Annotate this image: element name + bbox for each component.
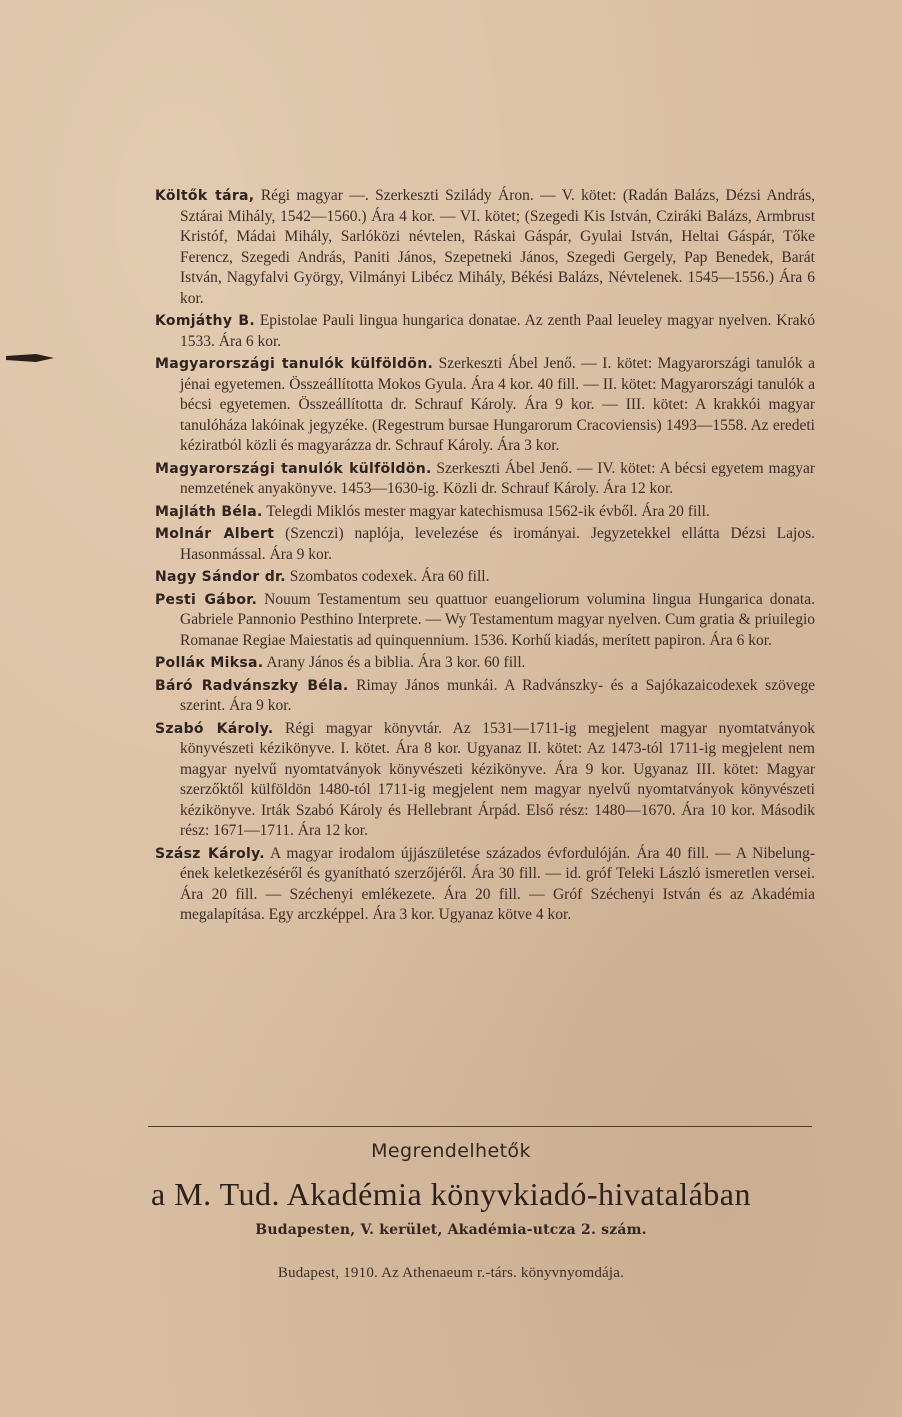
entry-text: Szerkeszti Ábel Jenő. — IV. kötet: A bécsi egyetem magyar nemzetének anyakönyve. 1453—1630-ig. Közli dr. Schrauf Károly. Ára 12 kor.	[180, 459, 815, 497]
entry-text: Régi magyar —. Szerkeszti Szilády Áron. — V. kötet: (Radán Balázs, Dézsi András, Sztárai Mihály, 1542—1560.) Ára 4 kor. — VI. kötet; (Szegedi Kis István, Cziráki Balázs, Armbrust Kristóf, Mádai Mihály, Sarlóközi névtelen, Ráskai Gáspár, Gyulai István, Heltai Gáspár, Tőke Ferencz, Szegedi András, Paniti János, Szepetneki János, Szegedi Gergely, Pap Benedek, Barát István, Nagyfalvi György, Vilmányi Libécz Mihály, Békési Balázs, Névtelenek. 1545—1556.) Ára 6 kor.	[180, 187, 815, 307]
catalog-entry	[155, 354, 815, 457]
binding-mark	[6, 350, 58, 366]
catalog-entry	[155, 590, 815, 652]
entry-text: Régi magyar könyvtár. Az 1531—1711-ig megjelent magyar nyomtatványok könyvészeti kézikönyve. I. kötet. Ára 8 kor. Ugyanaz II. kötet: Az 1473-tól 1711-ig megjelent nem magyar nyelvű nyomtatványok könyvészeti kézikönyve. Ára 9 kor. Ugyanaz III. kötet: Magyar szerzőktől külföldön 1480-tól 1711-ig megjelent nem magyar nyelvű nyomtatványok könyvészeti kézikönyve. Irták Szabó Károly és Hellebrant Árpád. Első rész: 1480—1670. Ára 10 kor. Második rész: 1671—1711. Ára 12 kor.	[180, 719, 815, 839]
catalog-entry	[155, 844, 815, 926]
catalog-entry	[155, 311, 815, 352]
entry-author: Báró Radvánszky Béla.	[155, 677, 349, 694]
entry-text: Rimay János munkái. A Radvánszky- és a Sajókazaicodexek szövege szerint. Ára 9 kor.	[180, 676, 815, 714]
catalog-entry	[155, 502, 815, 523]
order-place: a M. Tud. Akadémia könyvkiadó-hivatalában	[151, 1176, 751, 1212]
catalog-entry	[155, 524, 815, 565]
entry-text: Szerkeszti Ábel Jenő. — I. kötet: Magyarországi tanulók a jénai egyetemen. Összeállította Mokos Gyula. Ára 4 kor. 40 fill. — II. kötet: Magyarországi tanulók a bécsi egyetemen. Összeállította dr. Schrauf Károly. Ára 9 kor. — III. kötet: A krakkói magyar tanulóháza lakóinak jegyzéke. (Regestrum bursae Hungarorum Cracoviensis) 1493—1558. Az eredeti kéziratból közli és magyarázza dr. Schrauf Károly. Ára 3 kor.	[180, 355, 816, 454]
entry-author: Magyarországi tanulók külföldön.	[155, 356, 434, 372]
printer-imprint: Budapest, 1910. Az Athenaeum r.-társ. könyvnyomdája.	[277, 1265, 625, 1281]
divider-rule	[148, 1126, 812, 1127]
entry-author: Majláth Béla.	[155, 503, 263, 520]
order-heading: Megrendelhetők	[371, 1140, 531, 1162]
entry-text: (Szenczi) naplója, levelezése és irományai. Jegyzetekkel ellátta Dézsi Lajos. Hasonmással. Ára 9 kor.	[180, 525, 815, 563]
catalog-entry	[155, 567, 815, 588]
entry-text: Arany János és a biblia. Ára 3 kor. 60 fill.	[263, 654, 526, 671]
entry-author: Komjáthy B.	[155, 313, 255, 329]
entry-text: Telegdi Miklós mester magyar katechismusa 1562-ik évből. Ára 20 fill.	[262, 502, 710, 520]
order-address: Budapesten, V. kerület, Akadémia-utcza 2. szám.	[255, 1222, 647, 1238]
entry-author: Költők tára,	[155, 188, 255, 204]
catalog-entry	[155, 459, 815, 500]
entry-text: Nouum Testamentum seu quattuor euangeliorum volumina lingua Hungarica donata. Gabriele Pannonio Pesthino Interprete. — Wy Testamentum magyar nyelven. Cum gratia & priuilegio Romanae Regiae Maiestatis ad quinquennium. 1536. Korhű kiadás, merített papiron. Ára 6 kor.	[180, 590, 815, 649]
catalog-entry	[155, 676, 815, 717]
entry-author: Pesti Gábor.	[155, 591, 258, 608]
entry-author: Nagy Sándor dr.	[155, 569, 286, 585]
entry-author: Szabó Károly.	[155, 720, 274, 737]
catalog-entries	[155, 186, 815, 928]
entry-author: Molnár Albert	[155, 526, 275, 542]
catalog-entry	[155, 653, 815, 674]
entry-author: Polláк Miksa.	[155, 655, 264, 671]
entry-text: A magyar irodalom újjászületése százados évfordulóján. Ára 40 fill. — A Nibelung-ének keletkezéséről és gyanítható szerzőjéről. Ára 30 fill. — id. gróf Teleki László ismeretlen versei. Ára 20 fill. — Széchenyi emlékezete. Ára 20 fill. — Gróf Széchenyi István és az Akadémia megalapítása. Egy arczképpel. Ára 3 kor. Ugyanaz kötve 4 kor.	[180, 844, 815, 923]
entry-author: Szász Károly.	[155, 845, 265, 862]
entry-text: Epistolae Pauli lingua hungarica donatae. Az zenth Paal leueley magyar nyelven. Krakó 1533. Ára 6 kor.	[180, 312, 815, 350]
catalog-entry	[155, 186, 815, 309]
catalog-entry	[155, 719, 815, 842]
entry-author: Magyarországi tanulók külföldön.	[155, 460, 432, 477]
entry-text: Szombatos codexek. Ára 60 fill.	[285, 568, 490, 585]
